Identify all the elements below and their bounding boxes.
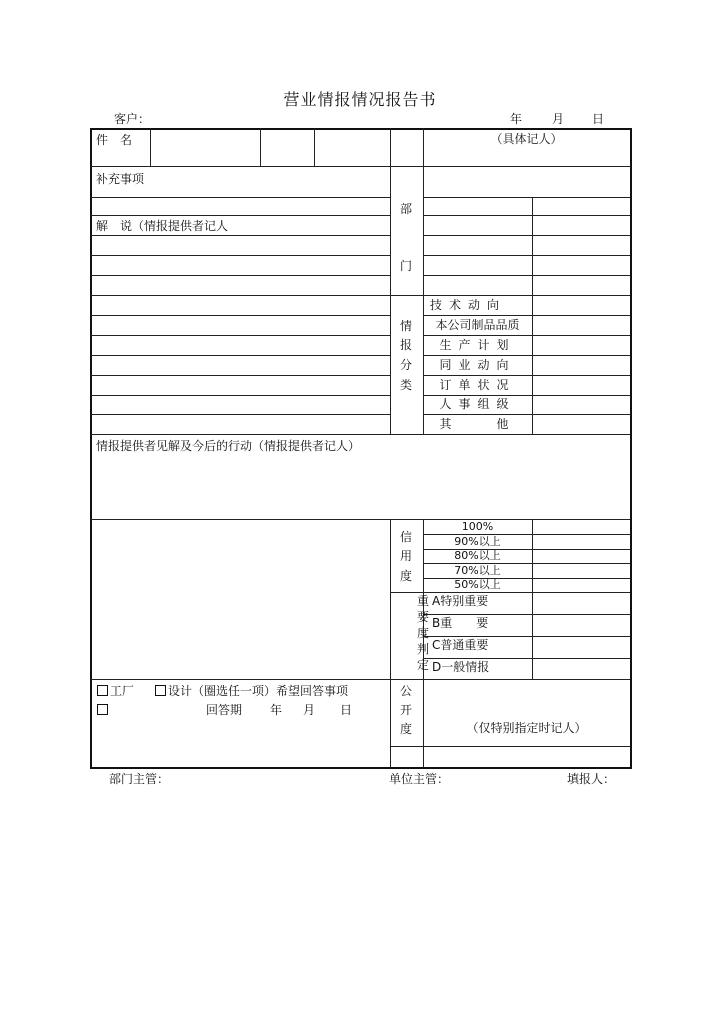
divider — [90, 215, 390, 216]
importance-item-c[interactable]: C普通重要 — [432, 638, 489, 652]
divider — [423, 658, 630, 659]
importance-item-b[interactable]: B重 要 — [432, 616, 489, 630]
divider — [390, 519, 391, 767]
divider — [423, 197, 630, 198]
category-item-other[interactable]: 其 他 — [439, 417, 516, 431]
name-field-3[interactable] — [315, 129, 389, 165]
category-item-production-plan[interactable]: 生产计划 — [439, 338, 516, 352]
credit-item-90[interactable]: 90%以上 — [454, 535, 501, 548]
design-label: 设计（圈选任一项）希望回答事项 — [168, 684, 349, 698]
disclosure-note: （仅特别指定时记人） — [466, 721, 587, 735]
credit-label-char: 信 — [399, 530, 412, 544]
reporter-label: 填报人： — [567, 772, 616, 786]
category-item-industry-trend[interactable]: 同业动向 — [439, 358, 516, 372]
reply-date-label: 回答期 — [206, 703, 243, 717]
header-year-label: 年 — [510, 112, 523, 126]
category-label-char: 分 — [399, 358, 412, 372]
category-item-tech-trend[interactable]: 技术动向 — [430, 298, 507, 312]
notes-field[interactable] — [91, 520, 389, 678]
importance-label-char: 度 — [416, 626, 429, 640]
divider — [90, 166, 630, 167]
dept-manager-label: 部门主管： — [109, 772, 170, 786]
divider — [90, 315, 390, 316]
importance-label-char: 重 — [416, 594, 429, 608]
credit-item-50[interactable]: 50%以上 — [454, 578, 501, 591]
disclosure-label-char: 度 — [399, 722, 412, 736]
name-field-2[interactable] — [261, 129, 313, 165]
reply-day-label: 日 — [340, 703, 353, 717]
supplement-label: 补充事项 — [96, 172, 145, 186]
divider — [532, 519, 533, 679]
divider — [90, 375, 390, 376]
disclosure-field[interactable] — [424, 747, 629, 766]
reply-line-2 — [97, 703, 110, 717]
divider — [90, 235, 390, 236]
divider — [390, 128, 391, 434]
divider — [423, 215, 630, 216]
credit-item-70[interactable]: 70%以上 — [454, 564, 501, 577]
reply-year-label: 年 — [270, 703, 283, 717]
category-label-char: 报 — [399, 338, 412, 352]
reply-line-1b — [155, 684, 348, 698]
importance-label-char: 判 — [416, 642, 429, 656]
page-title: 营业情报情况报告书 — [283, 90, 437, 109]
importance-item-d[interactable]: D一般情报 — [432, 660, 490, 674]
provider-view-label: 情报提供者见解及今后的行动（情报提供者记人） — [96, 439, 361, 453]
divider — [90, 335, 390, 336]
divider — [90, 679, 630, 680]
divider — [90, 275, 390, 276]
importance-label-char: 要 — [416, 610, 429, 624]
other-checkbox[interactable] — [97, 704, 108, 715]
importance-label-char: 定 — [416, 658, 429, 672]
credit-item-100[interactable]: 100% — [461, 520, 494, 533]
divider — [423, 614, 630, 615]
header-day-label: 日 — [592, 112, 605, 126]
header-month-label: 月 — [552, 112, 565, 126]
divider — [423, 255, 630, 256]
name-note: （具体记人） — [490, 132, 563, 146]
category-item-product-quality[interactable]: 本公司制品品质 — [435, 318, 520, 332]
department-label-char: 门 — [399, 259, 412, 273]
factory-checkbox[interactable] — [97, 685, 108, 696]
divider — [90, 295, 630, 296]
disclosure-label-char: 公 — [399, 684, 412, 698]
reply-month-label: 月 — [303, 703, 316, 717]
explanation-label: 解 说（情报提供者记人 — [96, 219, 229, 233]
factory-label: 工厂 — [110, 684, 135, 698]
name-label: 件 名 — [96, 133, 133, 147]
divider — [390, 592, 630, 593]
unit-manager-label: 单位主管： — [389, 772, 450, 786]
divider — [423, 235, 630, 236]
name-field-1[interactable] — [151, 129, 259, 165]
design-checkbox[interactable] — [155, 685, 166, 696]
divider — [90, 197, 390, 198]
divider — [90, 395, 390, 396]
credit-label-char: 用 — [399, 549, 412, 563]
divider — [423, 275, 630, 276]
divider — [90, 355, 390, 356]
credit-label-char: 度 — [399, 569, 412, 583]
divider — [90, 414, 390, 415]
divider — [423, 636, 630, 637]
category-item-personnel[interactable]: 人事组级 — [439, 397, 516, 411]
credit-item-80[interactable]: 80%以上 — [454, 549, 501, 562]
reply-line-1 — [97, 684, 134, 698]
importance-item-a[interactable]: A特别重要 — [432, 594, 489, 608]
category-item-order-status[interactable]: 订单状况 — [439, 378, 516, 392]
category-label-char: 类 — [399, 378, 412, 392]
department-label-char: 部 — [399, 202, 412, 216]
divider — [90, 255, 390, 256]
category-label-char: 情 — [399, 319, 412, 333]
disclosure-label-char: 开 — [399, 703, 412, 717]
customer-label: 客户： — [114, 112, 151, 126]
